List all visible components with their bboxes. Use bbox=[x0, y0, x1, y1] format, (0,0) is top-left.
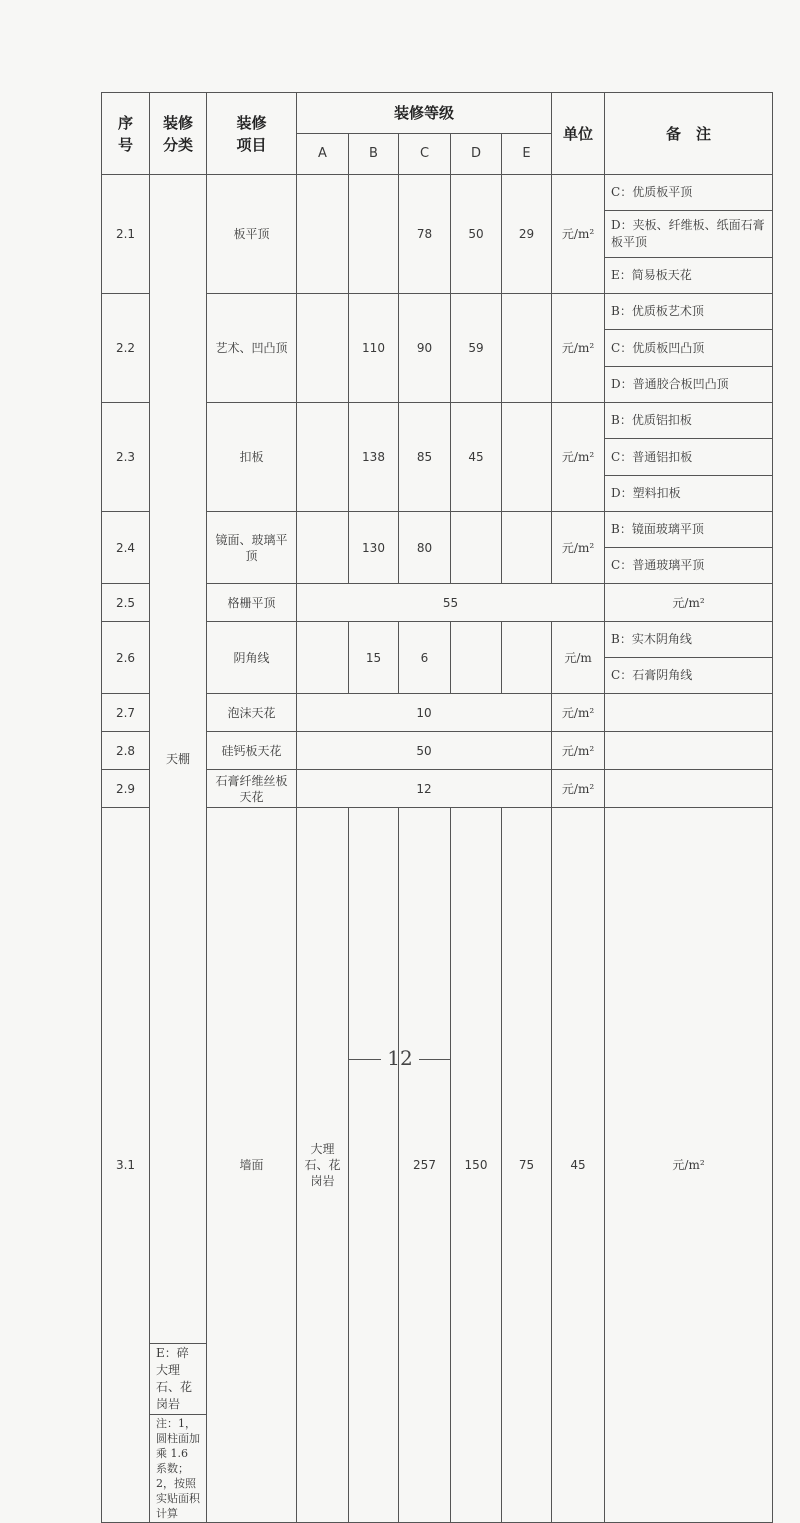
cell-d: 59 bbox=[451, 294, 502, 403]
cell-c: 90 bbox=[399, 294, 451, 403]
remark-note: C：优质板凹凸顶 bbox=[605, 330, 773, 367]
header-item: 装修 项目 bbox=[207, 93, 297, 175]
cell-d: 45 bbox=[451, 403, 502, 512]
grade-c: C bbox=[399, 134, 451, 175]
cell-b: 110 bbox=[349, 294, 399, 403]
cell-e bbox=[502, 512, 552, 584]
row-seq: 3.1 bbox=[102, 808, 150, 1523]
row-item: 板平顶 bbox=[207, 175, 297, 294]
remark-note: D：塑料扣板 bbox=[605, 476, 773, 512]
row-unit: 元/m² bbox=[605, 584, 773, 622]
grade-b: B bbox=[349, 134, 399, 175]
header-category: 装修 分类 bbox=[150, 93, 207, 175]
row-item: 阴角线 bbox=[207, 622, 297, 694]
cell-a bbox=[297, 403, 349, 512]
merged-value: 50 bbox=[297, 732, 552, 770]
row-unit: 元/m² bbox=[552, 770, 605, 808]
cell-c: 6 bbox=[399, 622, 451, 694]
cell-e: 29 bbox=[502, 175, 552, 294]
grade-d: D bbox=[451, 134, 502, 175]
cell-a bbox=[297, 512, 349, 584]
merged-value: 10 bbox=[297, 694, 552, 732]
cell-a bbox=[349, 808, 399, 1523]
category-wall: 墙面 bbox=[207, 808, 297, 1523]
cell-c: 80 bbox=[399, 512, 451, 584]
row-unit: 元/m² bbox=[552, 403, 605, 512]
remark-note: C：普通铝扣板 bbox=[605, 439, 773, 476]
cell-a bbox=[297, 294, 349, 403]
remark-note: C：普通玻璃平顶 bbox=[605, 548, 773, 584]
row-seq: 2.4 bbox=[102, 512, 150, 584]
row-unit: 元/m² bbox=[552, 512, 605, 584]
header-grade: 装修等级 bbox=[297, 93, 552, 134]
header-remark: 备 注 bbox=[605, 93, 773, 175]
remark-note: D：普通胶合板凹凸顶 bbox=[605, 367, 773, 403]
cell-b: 15 bbox=[349, 622, 399, 694]
decoration-grade-table bbox=[101, 92, 773, 1523]
remark-note: E：碎大理石、花岗岩 bbox=[150, 1344, 207, 1415]
remark-empty bbox=[605, 732, 773, 770]
row-item: 镜面、玻璃平顶 bbox=[207, 512, 297, 584]
cell-b bbox=[349, 175, 399, 294]
remark-note: B：优质板艺术顶 bbox=[605, 294, 773, 330]
remark-note: C：优质板平顶 bbox=[605, 175, 773, 211]
row-item: 石膏纤维丝板天花 bbox=[207, 770, 297, 808]
cell-a bbox=[297, 622, 349, 694]
cell-d: 50 bbox=[451, 175, 502, 294]
cell-e bbox=[502, 622, 552, 694]
row-seq: 2.8 bbox=[102, 732, 150, 770]
cell-c: 78 bbox=[399, 175, 451, 294]
remark-note: B：镜面玻璃平顶 bbox=[605, 512, 773, 548]
merged-value: 12 bbox=[297, 770, 552, 808]
row-seq: 2.3 bbox=[102, 403, 150, 512]
row-unit: 元/m² bbox=[552, 732, 605, 770]
cell-b: 138 bbox=[349, 403, 399, 512]
category-ceiling: 天棚 bbox=[150, 175, 207, 1344]
cell-c: 150 bbox=[451, 808, 502, 1523]
remark-note: B：优质铝扣板 bbox=[605, 403, 773, 439]
row-item: 格栅平顶 bbox=[207, 584, 297, 622]
table-row bbox=[102, 175, 773, 211]
row-unit: 元/m² bbox=[552, 294, 605, 403]
row-seq: 2.6 bbox=[102, 622, 150, 694]
row-item: 艺术、凹凸顶 bbox=[207, 294, 297, 403]
cell-b: 257 bbox=[399, 808, 451, 1523]
row-unit: 元/m bbox=[552, 622, 605, 694]
page-number-text: 12 bbox=[387, 1046, 413, 1070]
cell-c: 85 bbox=[399, 403, 451, 512]
page-number bbox=[0, 1046, 800, 1070]
cell-e bbox=[502, 294, 552, 403]
merged-value: 55 bbox=[297, 584, 605, 622]
row-seq: 2.2 bbox=[102, 294, 150, 403]
remark-empty bbox=[605, 770, 773, 808]
row-unit: 元/m² bbox=[605, 808, 773, 1523]
remark-note: 注：1，圆柱面加乘 1.6 系数；2，按照实贴面积计算 bbox=[150, 1415, 207, 1523]
cell-e bbox=[502, 403, 552, 512]
dash-left bbox=[349, 1059, 381, 1060]
grade-a: A bbox=[297, 134, 349, 175]
row-item: 大理石、花岗岩 bbox=[297, 808, 349, 1523]
row-seq: 2.7 bbox=[102, 694, 150, 732]
row-seq: 2.1 bbox=[102, 175, 150, 294]
grade-e: E bbox=[502, 134, 552, 175]
header-unit: 单位 bbox=[552, 93, 605, 175]
remark-note: E：简易板天花 bbox=[605, 258, 773, 294]
remark-note: B：实木阴角线 bbox=[605, 622, 773, 658]
cell-d: 75 bbox=[502, 808, 552, 1523]
cell-d bbox=[451, 512, 502, 584]
row-unit: 元/m² bbox=[552, 175, 605, 294]
row-seq: 2.9 bbox=[102, 770, 150, 808]
cell-d bbox=[451, 622, 502, 694]
row-unit: 元/m² bbox=[552, 694, 605, 732]
remark-note: C：石膏阴角线 bbox=[605, 658, 773, 694]
dash-right bbox=[419, 1059, 451, 1060]
row-item: 硅钙板天花 bbox=[207, 732, 297, 770]
remark-empty bbox=[605, 694, 773, 732]
row-seq: 2.5 bbox=[102, 584, 150, 622]
row-item: 扣板 bbox=[207, 403, 297, 512]
header-seq: 序 号 bbox=[102, 93, 150, 175]
cell-b: 130 bbox=[349, 512, 399, 584]
row-item: 泡沫天花 bbox=[207, 694, 297, 732]
cell-a bbox=[297, 175, 349, 294]
cell-e: 45 bbox=[552, 808, 605, 1523]
remark-note: D：夹板、纤维板、纸面石膏板平顶 bbox=[605, 211, 773, 258]
